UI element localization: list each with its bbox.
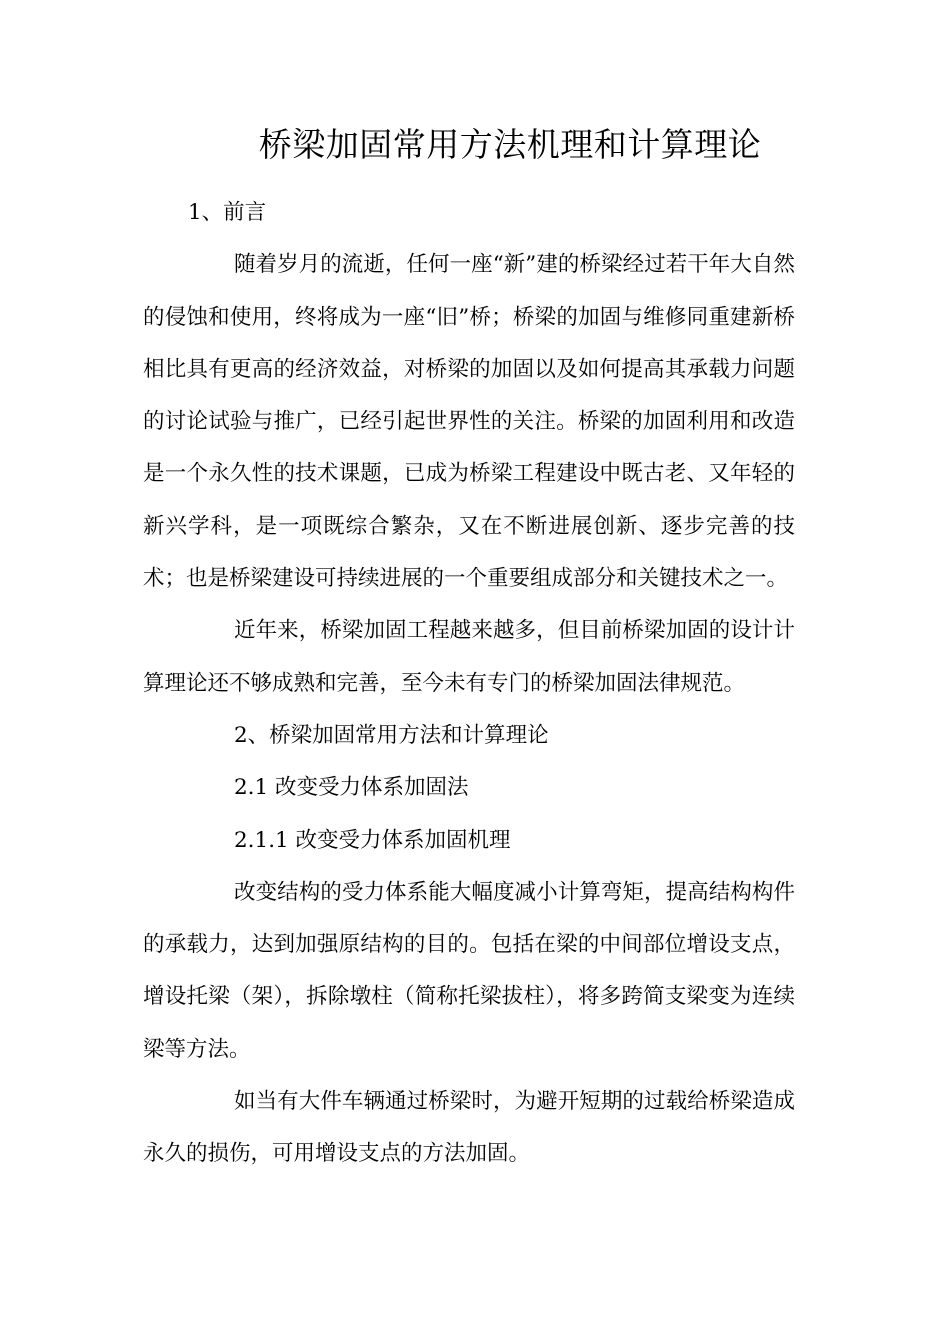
subsection-heading-2-1: 2.1 改变受力体系加固法 xyxy=(234,775,469,801)
subsection-heading-2-1-1: 2.1.1 改变受力体系加固机理 xyxy=(234,827,511,853)
paragraph-example: 如当有大件车辆通过桥梁时，为避开短期的过载给桥梁造成永久的损伤，可用增设支点的方法加固。 xyxy=(143,1089,795,1167)
section-heading-1: 1、前言 xyxy=(188,200,267,225)
paragraph-intro-2: 近年来，桥梁加固工程越来越多，但目前桥梁加固的设计计算理论还不够成熟和完善，至今未有专门的桥梁加固法律规范。 xyxy=(143,618,795,696)
section-heading-2: 2、桥梁加固常用方法和计算理论 xyxy=(234,722,549,748)
document-title: 桥梁加固常用方法机理和计算理论 xyxy=(258,125,762,164)
paragraph-mechanism: 改变结构的受力体系能大幅度减小计算弯矩，提高结构构件的承载力，达到加强原结构的目的。包括在梁的中间部位增设支点，增设托梁（架），拆除墩柱（简称托梁拔柱），将多跨简支梁变为连续梁等方法。 xyxy=(143,879,795,1062)
paragraph-intro-1: 随着岁月的流逝，任何一座“新”建的桥梁经过若干年大自然的侵蚀和使用，终将成为一座“旧”桥；桥梁的加固与维修同重建新桥相比具有更高的经济效益，对桥梁的加固以及如何提高其承载力问题的讨论试验与推广，已经引起世界性的关注。桥梁的加固利用和改造是一个永久性的技术课题，已成为桥梁工程建设中既古老、又年轻的新兴学科，是一项既综合繁杂，又在不断进展创新、逐步完善的技术；也是桥梁建设可持续进展的一个重要组成部分和关键技术之一。 xyxy=(143,252,795,592)
document-body xyxy=(143,187,795,1181)
